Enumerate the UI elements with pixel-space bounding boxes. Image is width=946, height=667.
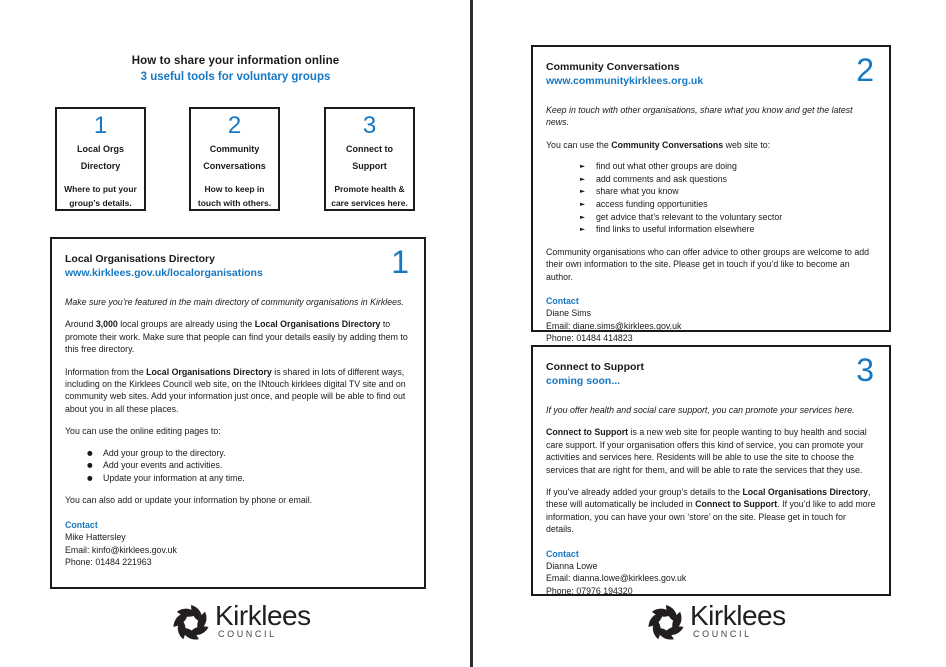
arrow-bullet-icon: ► — [580, 162, 585, 171]
list-item — [580, 160, 876, 173]
card-number: 2 — [227, 112, 242, 139]
logo-wordmark — [690, 601, 786, 639]
contact-phone: Phone: 01484 221963 — [65, 557, 152, 568]
contact-name: Diane Sims — [546, 308, 591, 319]
list-item — [87, 459, 411, 472]
dot-bullet-icon: ● — [87, 461, 93, 470]
list-item-text: share what you know — [596, 186, 679, 197]
list-item — [87, 472, 411, 485]
logo-name: Kirklees — [215, 600, 311, 631]
card-desc-line: Promote health & — [334, 184, 405, 194]
arrow-bullet-icon: ► — [580, 200, 585, 208]
card-desc — [191, 182, 278, 210]
card-title-line: Conversations — [203, 161, 266, 171]
card-desc-line: care services here. — [331, 198, 408, 208]
arrow-bullet-icon: ► — [580, 225, 585, 234]
section-community-conversations — [531, 45, 891, 344]
logo-council-label: COUNCIL — [218, 629, 277, 639]
paragraph: Community organisations who can offer advice to other groups are welcome to add their own information to the site. Please get in touch if you’d like to become an author. — [546, 246, 870, 282]
doc-subtitle: 3 useful tools for voluntary groups — [140, 71, 331, 83]
section-heading: Connect to Support — [546, 361, 644, 373]
card-desc-line: Where to put your — [64, 184, 137, 194]
list-item — [580, 173, 876, 186]
kirklees-council-logo — [645, 601, 786, 644]
bullet-list — [65, 447, 411, 485]
contact-name: Mike Hattersley — [65, 532, 126, 543]
contact-email: Email: dianna.lowe@kirklees.gov.uk — [546, 573, 687, 584]
card-title-line: Connect to — [346, 144, 393, 154]
card-desc — [57, 182, 144, 210]
card-desc — [326, 182, 413, 210]
card-title — [191, 141, 278, 175]
section-link: coming soon... — [546, 375, 621, 387]
paragraph: You can use the online editing pages to: — [65, 426, 221, 437]
section-number: 2 — [856, 52, 874, 88]
summary-card-community-conversations — [189, 107, 280, 211]
contact-email: Email: kinfo@kirklees.gov.uk — [65, 544, 177, 555]
contact-email: Email: diane.sims@kirklees.gov.uk — [546, 320, 682, 331]
kirklees-swirl-icon — [645, 602, 687, 644]
card-desc-line: How to keep in — [204, 184, 265, 194]
list-item-text: find out what other groups are doing — [596, 161, 737, 172]
section-heading: Local Organisations Directory — [65, 253, 215, 265]
paragraph: Information from the Local Organisations Directory is shared in lots of different ways, including on the Kirklees Council web site, on the INtouch kirklees digital TV site and on community web sites. Add your information just once, and people will be able to find out about you in all these places. — [65, 366, 406, 414]
paragraph: Around 3,000 local groups are already using the Local Organisations Directory to promote their work. Make sure that people can find your details easily by adding them to this free directory. — [65, 319, 408, 355]
bullet-list — [546, 160, 876, 236]
card-title — [57, 141, 144, 175]
paragraph: You can also add or update your information by phone or email. — [65, 495, 313, 506]
card-title-line: Community — [209, 144, 260, 154]
list-item-text: Update your information at any time. — [103, 472, 245, 483]
list-item — [87, 447, 411, 460]
dot-bullet-icon: ● — [87, 448, 93, 457]
list-item-text: access funding opportunities — [596, 199, 708, 209]
list-item-text: find links to useful information elsewhere — [596, 224, 755, 235]
card-desc-line: touch with others. — [197, 198, 272, 208]
paragraph: You can use the Community Conversations web site to: — [546, 139, 771, 150]
dot-bullet-icon: ● — [87, 473, 93, 482]
list-item-text: get advice that’s relevant to the voluntary sector — [596, 211, 783, 222]
section-number: 1 — [391, 244, 409, 280]
section-tagline: Make sure you’re featured in the main directory of community organisations in Kirklees. — [65, 297, 404, 307]
paragraph: If you’ve already added your group’s details to the Local Organisations Directory, these will automatically be included in Connect to Support. If you’d like to add more information, you can have your own ‘store’ on the site. Please get in touch for details. — [546, 487, 876, 535]
arrow-bullet-icon: ► — [580, 187, 585, 196]
list-item-text: Add your group to the directory. — [103, 447, 226, 458]
summary-card-connect-to-support — [324, 107, 415, 211]
paragraph: Connect to Support is a new web site for people wanting to buy health and social care support. If your organisation offers this kind of service, you can promote your activities and services here. Residents will be able to use the site to choose the services that are right for them, and will be able to rate the services that they use. — [546, 427, 867, 475]
section-tagline: Keep in touch with other organisations, share what you know and get the latest news. — [546, 105, 853, 128]
section-heading: Community Conversations — [546, 61, 680, 73]
section-link[interactable]: www.communitykirklees.org.uk — [546, 75, 704, 87]
logo-wordmark — [215, 601, 311, 639]
list-item-text: add comments and ask questions — [596, 173, 728, 184]
kirklees-swirl-icon — [170, 602, 212, 644]
list-item — [580, 185, 876, 198]
card-title-line: Local Orgs — [76, 144, 124, 154]
card-number: 1 — [93, 112, 108, 139]
list-item — [580, 198, 876, 211]
contact-label: Contact — [546, 296, 579, 306]
section-local-organisations-directory — [50, 237, 426, 589]
arrow-bullet-icon: ► — [580, 174, 585, 183]
contact-label: Contact — [546, 548, 579, 559]
section-number: 3 — [856, 352, 874, 388]
arrow-bullet-icon: ► — [580, 212, 585, 221]
card-number: 3 — [362, 112, 377, 139]
contact-label: Contact — [65, 519, 98, 530]
summary-card-local-orgs — [55, 107, 146, 211]
contact-phone: Phone: 01484 414823 — [546, 333, 633, 344]
list-item-text: Add your events and activities. — [103, 460, 223, 471]
list-item — [580, 211, 876, 224]
logo-name: Kirklees — [690, 600, 786, 631]
section-link[interactable]: www.kirklees.gov.uk/localorganisations — [65, 267, 263, 279]
kirklees-council-logo — [170, 601, 311, 644]
page-divider — [470, 0, 473, 667]
card-desc-line: group’s details. — [69, 198, 132, 208]
doc-title: How to share your information online — [131, 55, 340, 67]
list-item — [580, 223, 876, 236]
card-title — [326, 141, 413, 175]
section-tagline: If you offer health and social care support, you can promote your services here. — [546, 405, 855, 415]
logo-council-label: COUNCIL — [693, 629, 752, 639]
contact-name: Dianna Lowe — [546, 561, 598, 572]
card-title-line: Directory — [80, 161, 121, 171]
section-connect-to-support — [531, 345, 891, 596]
contact-phone: Phone: 07976 194320 — [546, 585, 633, 596]
card-title-line: Support — [352, 161, 387, 171]
